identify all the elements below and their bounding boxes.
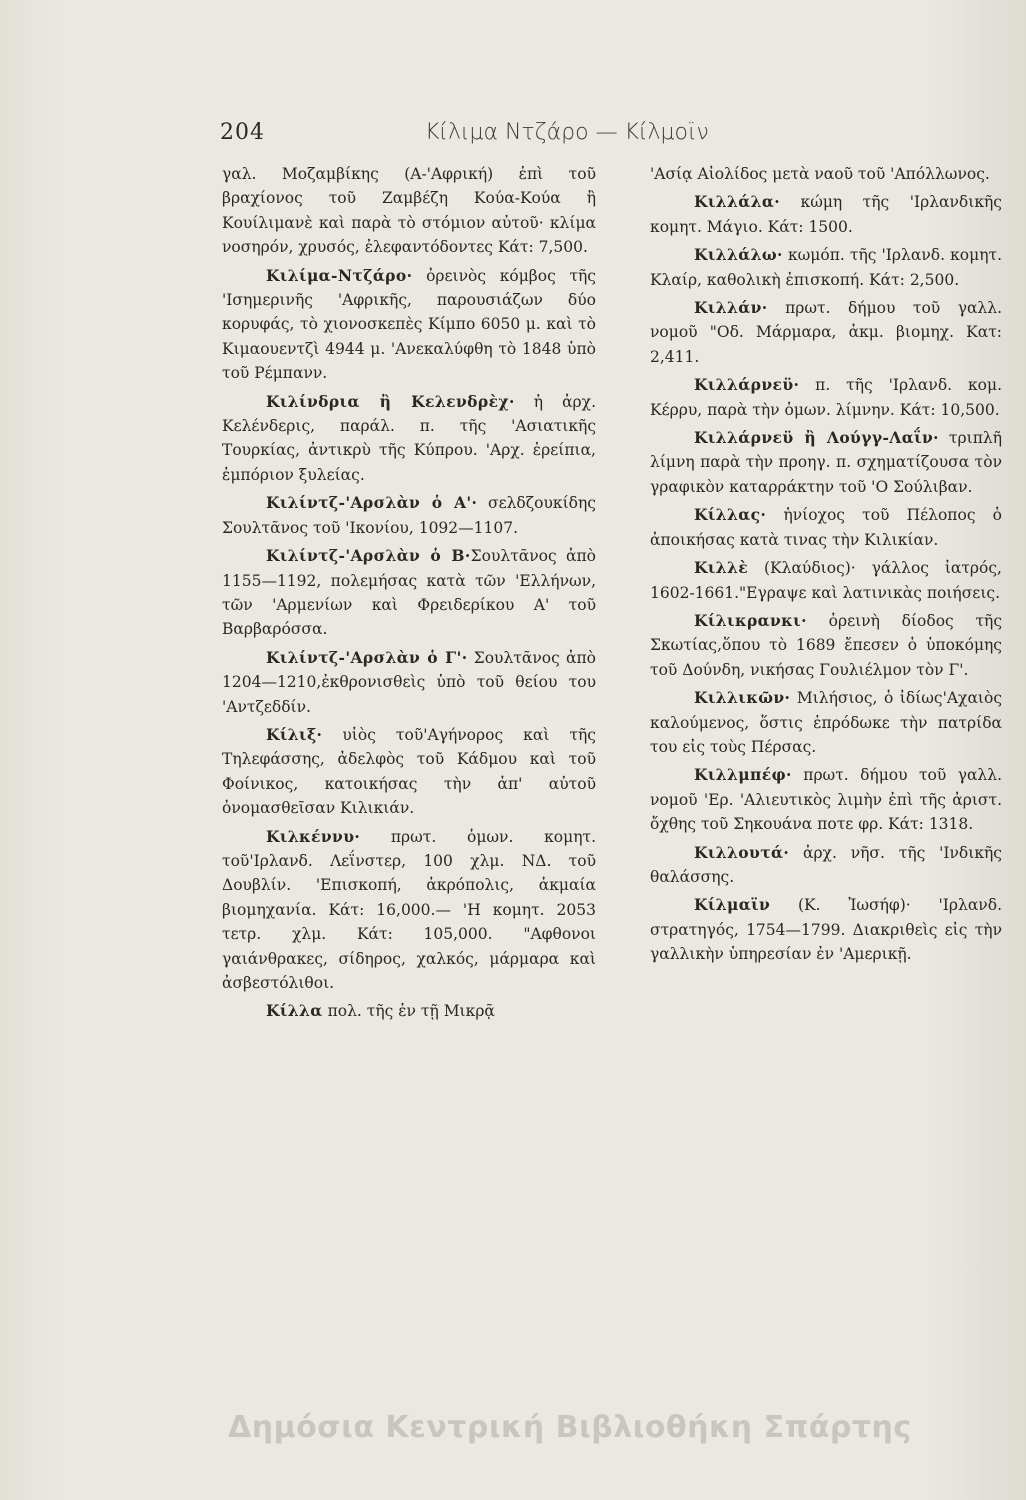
- entry-text: ὀρεινὴ δίοδος τῆς Σκωτίας,ὅπου τὸ 1689 ἔπεσεν ὁ ὑποκόμης τοῦ Δούνδη, νικήσας Γουλιέλμον τὸν Γ'.: [650, 611, 1002, 679]
- headword: Κιλίντζ-'Αρσλὰν ὁ Γ'·: [266, 647, 468, 667]
- dictionary-entry: [222, 491, 596, 540]
- headword: Κιλίνδρια ἢ Κελενδρὲχ·: [266, 391, 515, 411]
- dictionary-entry: [222, 646, 596, 719]
- headword: Κίλμαϊν: [694, 895, 771, 915]
- headword: Κιλλάρνεϋ ἢ Λούγγ-Λαΐν·: [694, 428, 939, 448]
- entry-text: τριπλῆ λίμνη παρὰ τὴν προηγ. π. σχηματίζουσα τὸν γραφικὸν καταρράκτην τοῦ 'Ο Σούλιβαν.: [650, 429, 1002, 496]
- headword: Κιλίντζ-'Αρσλὰν ὁ Α'·: [266, 493, 478, 513]
- dictionary-entry: [650, 841, 1002, 890]
- entry-text: ἡνίοχος τοῦ Πέλοπος ὁ ἀποικήσας κατὰ τινας τὴν Κιλικίαν.: [650, 506, 1002, 549]
- entry-text: κώμη τῆς 'Ιρλανδικῆς κομητ. Μάγιο. Κάτ: 1500.: [650, 193, 1002, 236]
- library-watermark: Δημόσια Κεντρική Βιβλιοθήκη Σπάρτης: [228, 1410, 912, 1445]
- dictionary-entry: [650, 243, 1002, 292]
- right-column: [650, 162, 1002, 971]
- headword: Κίλλας·: [694, 505, 767, 525]
- entry-text: 'Ασίᾳ Αἰολίδος μετὰ ναοῦ τοῦ 'Απόλλωνος.: [650, 165, 990, 183]
- entry-text: σελδζουκίδης Σουλτᾶνος τοῦ 'Ικονίου, 1092—1107.: [222, 494, 596, 537]
- dictionary-entry: [650, 609, 1002, 682]
- entry-text: Μιλήσιος, ὁ ἰδίως'Αχαιὸς καλούμενος, ὅστις ἐπρόδωκε τὴν πατρίδα του εἰς τοὺς Πέρσας.: [650, 689, 1002, 756]
- headword: Κιλλὲ: [694, 558, 749, 578]
- entry-text: κωμόπ. τῆς 'Ιρλανδ. κομητ. Κλαίρ, καθολικὴ ἐπισκοπή. Κάτ: 2,500.: [650, 246, 1002, 289]
- entry-text: Σουλτᾶνος ἀπὸ 1204—1210,ἐκθρονισθεὶς ὑπὸ τοῦ θείου του 'Αντζεδδίν.: [222, 648, 597, 716]
- entry-text: ὀρεινὸς κόμβος τῆς 'Ισημερινῆς 'Αφρικῆς, παρουσιάζων δύο κορυφάς, τὸ χιονοσκεπὲς Κίμπο 6050 μ. καὶ τὸ Κιμαουεντζὶ 4944 μ. 'Ανεκαλύφθη τὸ 1848 ὑπὸ τοῦ Ρέμπανν.: [222, 266, 596, 383]
- page-header: [220, 120, 780, 156]
- headword: Κιλλάρνεϋ·: [694, 375, 800, 395]
- headword: Κιλλουτά·: [694, 842, 790, 862]
- entry-text: πρωτ. δήμου τοῦ γαλλ. νομοῦ "Οδ. Μάρμαρα, ἀκμ. βιομηχ. Κατ: 2,411.: [650, 299, 1002, 366]
- entry-text: Σουλτᾶνος ἀπὸ 1155—1192, πολεμήσας κατὰ τῶν 'Ελλήνων, τῶν 'Αρμενίων καὶ Φρειδερίκου Α' τοῦ Βαρβαρόσσα.: [222, 547, 596, 639]
- dictionary-entry: [222, 390, 596, 488]
- dictionary-entry: [650, 686, 1002, 759]
- dictionary-entry: [222, 162, 596, 260]
- headword: Κίλλα: [266, 1001, 323, 1021]
- dictionary-entry: [222, 825, 596, 996]
- dictionary-entry: [222, 999, 596, 1023]
- entry-text: πολ. τῆς ἐν τῇ Μικρᾷ: [322, 1002, 495, 1021]
- headword: Κιλίντζ-'Αρσλὰν ὁ Β·: [266, 546, 471, 566]
- entry-text: πρωτ. δήμου τοῦ γαλλ. νομοῦ 'Ερ. 'Αλιευτικὸς λιμὴν ἐπὶ τῆς ἀριστ. ὄχθης τοῦ Σηκουάνα ποτε φρ. Κάτ: 1318.: [650, 766, 1002, 834]
- headword: Κιλλικῶν·: [694, 688, 791, 708]
- entry-text: γαλ. Μοζαμβίκης (Α-'Αφρική) ἐπὶ τοῦ βραχίονος τοῦ Ζαμβέζη Κούα-Κούα ἢ Κουίλιμανὲ καὶ παρὰ τὸ στόμιον αὐτοῦ· κλίμα νοσηρόν, χρυσός, ἐλεφαντόδοντες Κάτ: 7,500.: [222, 165, 596, 257]
- dictionary-entry: [650, 503, 1002, 552]
- entry-text: ἀρχ. νῆσ. τῆς 'Ινδικῆς θαλάσσης.: [650, 843, 1002, 886]
- dictionary-entry: [650, 373, 1002, 422]
- headword: Κιλλάλα·: [694, 192, 781, 212]
- entry-text: (Κ. Ἰωσήφ)· 'Ιρλανδ. στρατηγός, 1754—1799. Διακριθεὶς εἰς τὴν γαλλικὴν ὑπηρεσίαν ἐν 'Αμερικῇ.: [650, 896, 1002, 964]
- page-number: 204: [220, 120, 265, 145]
- entry-text: υἱὸς τοῦ'Αγήνορος καὶ τῆς Τηλεφάσσης, ἀδελφὸς τοῦ Κάδμου καὶ τοῦ Φοίνικος, κατοικήσας τὴν ἀπ' αὐτοῦ ὀνομασθεῖσαν Κιλικιάν.: [222, 725, 596, 818]
- dictionary-entry: [650, 426, 1002, 499]
- dictionary-entry: [222, 723, 596, 821]
- headword: Κιλκέννυ·: [266, 826, 361, 846]
- entry-text: (Κλαύδιος)· γάλλος ἰατρός, 1602-1661."Εγραψε καὶ λατινικὰς ποιήσεις.: [650, 559, 1002, 602]
- headword: Κίλικρανκι·: [694, 610, 807, 630]
- dictionary-entry: [222, 544, 596, 642]
- running-head: Κίλιμα Ντζάρο — Κίλμοϊν: [425, 120, 709, 145]
- dictionary-entry: [222, 264, 596, 386]
- headword: Κιλλάν·: [694, 298, 768, 318]
- left-column: [222, 162, 596, 1028]
- dictionary-entry: [650, 763, 1002, 836]
- headword: Κιλλμπέφ·: [694, 765, 792, 785]
- entry-text: πρωτ. ὁμων. κομητ. τοῦ'Ιρλανδ. Λεΐνστερ, 100 χλμ. ΝΔ. τοῦ Δουβλίν. 'Επισκοπή, ἀκρόπολις, ἀκμαία βιομηχανία. Κάτ: 16,000.— 'Η κομητ. 2053 τετρ. χλμ. Κάτ: 105,000. "Αφθονοι γαιάνθρακες, σίδηρος, χαλκός, μάρμαρα καὶ ἀσβεστόλιθοι.: [222, 827, 596, 992]
- headword: Κίλιξ·: [266, 724, 323, 744]
- dictionary-entry: [650, 556, 1002, 605]
- dictionary-entry: [650, 296, 1002, 369]
- entry-text: π. τῆς 'Ιρλανδ. κομ. Κέρρυ, παρὰ τὴν ὁμων. λίμνην. Κάτ: 10,500.: [650, 376, 1002, 419]
- dictionary-entry: [650, 190, 1002, 239]
- dictionary-entry: [650, 162, 1002, 186]
- dictionary-entry: [650, 893, 1002, 966]
- entry-text: ἡ ἀρχ. Κελένδερις, παράλ. π. τῆς 'Ασιατικῆς Τουρκίας, ἀντικρὺ τῆς Κύπρου. 'Αρχ. ἐρείπια, ἐμπόριον ξυλείας.: [222, 392, 596, 484]
- headword: Κιλλάλω·: [694, 245, 783, 265]
- headword: Κιλίμα-Ντζάρο·: [266, 265, 413, 285]
